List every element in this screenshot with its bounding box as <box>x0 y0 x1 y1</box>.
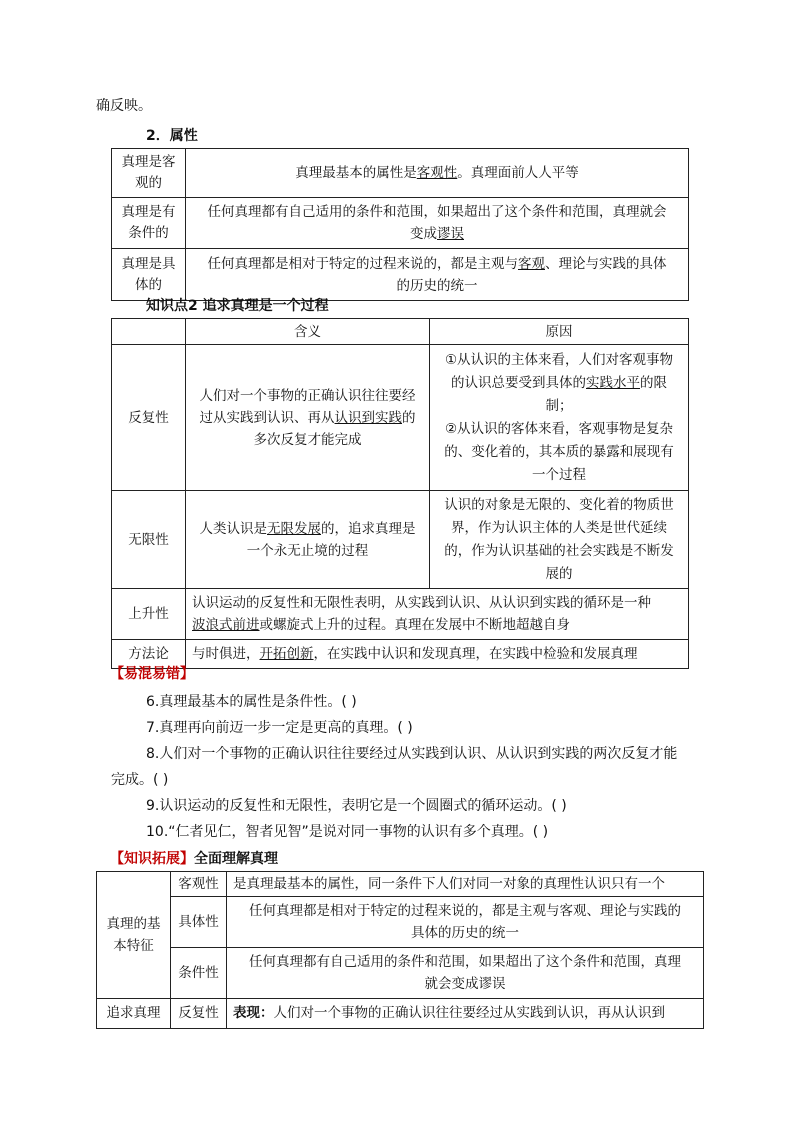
table-row <box>112 319 689 345</box>
text-concrete: 任何真理都是相对于特定的过程来说的，都是主观与客观、理论与实践的 具体的历史的统一 <box>227 897 704 948</box>
method-content: 与时俱进，开拓创新，在实践中认识和发现真理，在实践中检验和发展真理 <box>186 640 689 669</box>
row-label: 真理是有 条件的 <box>112 198 186 249</box>
group-basic-features: 真理的基 本特征 <box>97 872 171 999</box>
text-condition: 任何真理都有自己适用的条件和范围，如果超出了这个条件和范围，真理 就会变成谬误 <box>227 948 704 999</box>
confuse-title: 【易混易错】 <box>110 666 194 682</box>
expand-heading <box>110 849 278 869</box>
label-repeat: 反复性 <box>171 999 227 1029</box>
table-row <box>97 897 704 948</box>
expand-title: 全面理解真理 <box>194 851 278 867</box>
quiz-item-7: 7.真理再向前迈一步一定是更高的真理。( ) <box>146 720 413 736</box>
table-row <box>112 491 689 589</box>
infinite-meaning: 人类认识是无限发展的，追求真理是 一个永无止境的过程 <box>186 491 430 589</box>
table-row <box>112 249 689 301</box>
table-row <box>97 948 704 999</box>
row-label-infinite: 无限性 <box>112 491 186 589</box>
section-title-attributes: 2．属性 <box>146 128 198 144</box>
text-repeat: 表现：人们对一个事物的正确认识往往要经过从实践到认识，再从认识到 <box>227 999 704 1029</box>
row-content: 任何真理都有自己适用的条件和范围，如果超出了这个条件和范围，真理就会 变成谬误 <box>186 198 689 249</box>
table-row <box>112 640 689 669</box>
row-label-repeat: 反复性 <box>112 345 186 491</box>
label-condition: 条件性 <box>171 948 227 999</box>
row-label: 真理是具 体的 <box>112 249 186 301</box>
attributes-table <box>111 148 689 301</box>
label-concrete: 具体性 <box>171 897 227 948</box>
quiz-item-6: 6.真理最基本的属性是条件性。( ) <box>146 694 357 710</box>
table-row <box>112 149 689 198</box>
intro-tail: 确反映。 <box>96 98 152 114</box>
expand-tag: 【知识拓展】 <box>110 851 194 867</box>
table-row <box>97 999 704 1029</box>
infinite-reason: 认识的对象是无限的、变化着的物质世 界，作为认识主体的人类是世代延续 的，作为认识基础的社会实践是不断发 展的 <box>430 491 689 589</box>
knowledge-point-2-title: 知识点2 追求真理是一个过程 <box>146 298 329 314</box>
process-table <box>111 318 689 669</box>
group-pursue-truth: 追求真理 <box>97 999 171 1029</box>
row-label-method: 方法论 <box>112 640 186 669</box>
table-row <box>112 345 689 491</box>
quiz-item-8: 8.人们对一个事物的正确认识往往要经过从实践到认识、从认识到实践的两次反复才能 <box>146 746 678 762</box>
header-reason: 原因 <box>430 319 689 345</box>
expand-table <box>96 871 704 1029</box>
header-meaning: 含义 <box>186 319 430 345</box>
table-row <box>97 872 704 897</box>
repeat-reason: ①从认识的主体来看，人们对客观事物 的认识总要受到具体的实践水平的限 制； ②从认识的客体来看，客观事物是复杂 的、变化着的，其本质的暴露和展现有 一个过程 <box>430 345 689 491</box>
label-objective: 客观性 <box>171 872 227 897</box>
text-objective: 是真理最基本的属性，同一条件下人们对同一对象的真理性认识只有一个 <box>227 872 704 897</box>
repeat-meaning: 人们对一个事物的正确认识往往要经 过从实践到认识、再从认识到实践的 多次反复才能完成 <box>186 345 430 491</box>
row-content: 任何真理都是相对于特定的过程来说的，都是主观与客观、理论与实践的具体 的历史的统一 <box>186 249 689 301</box>
table-row <box>112 589 689 640</box>
rising-content: 认识运动的反复性和无限性表明，从实践到认识、从认识到实践的循环是一种 波浪式前进或螺旋式上升的过程。真理在发展中不断地超越自身 <box>186 589 689 640</box>
row-content: 真理最基本的属性是客观性。真理面前人人平等 <box>186 149 689 198</box>
quiz-item-10: 10.“仁者见仁，智者见智”是说对同一事物的认识有多个真理。( ) <box>146 824 549 840</box>
row-label: 真理是客 观的 <box>112 149 186 198</box>
quiz-item-8-cont: 完成。( ) <box>111 772 169 788</box>
table-row <box>112 198 689 249</box>
row-label-rising: 上升性 <box>112 589 186 640</box>
quiz-item-9: 9.认识运动的反复性和无限性，表明它是一个圆圈式的循环运动。( ) <box>146 798 567 814</box>
